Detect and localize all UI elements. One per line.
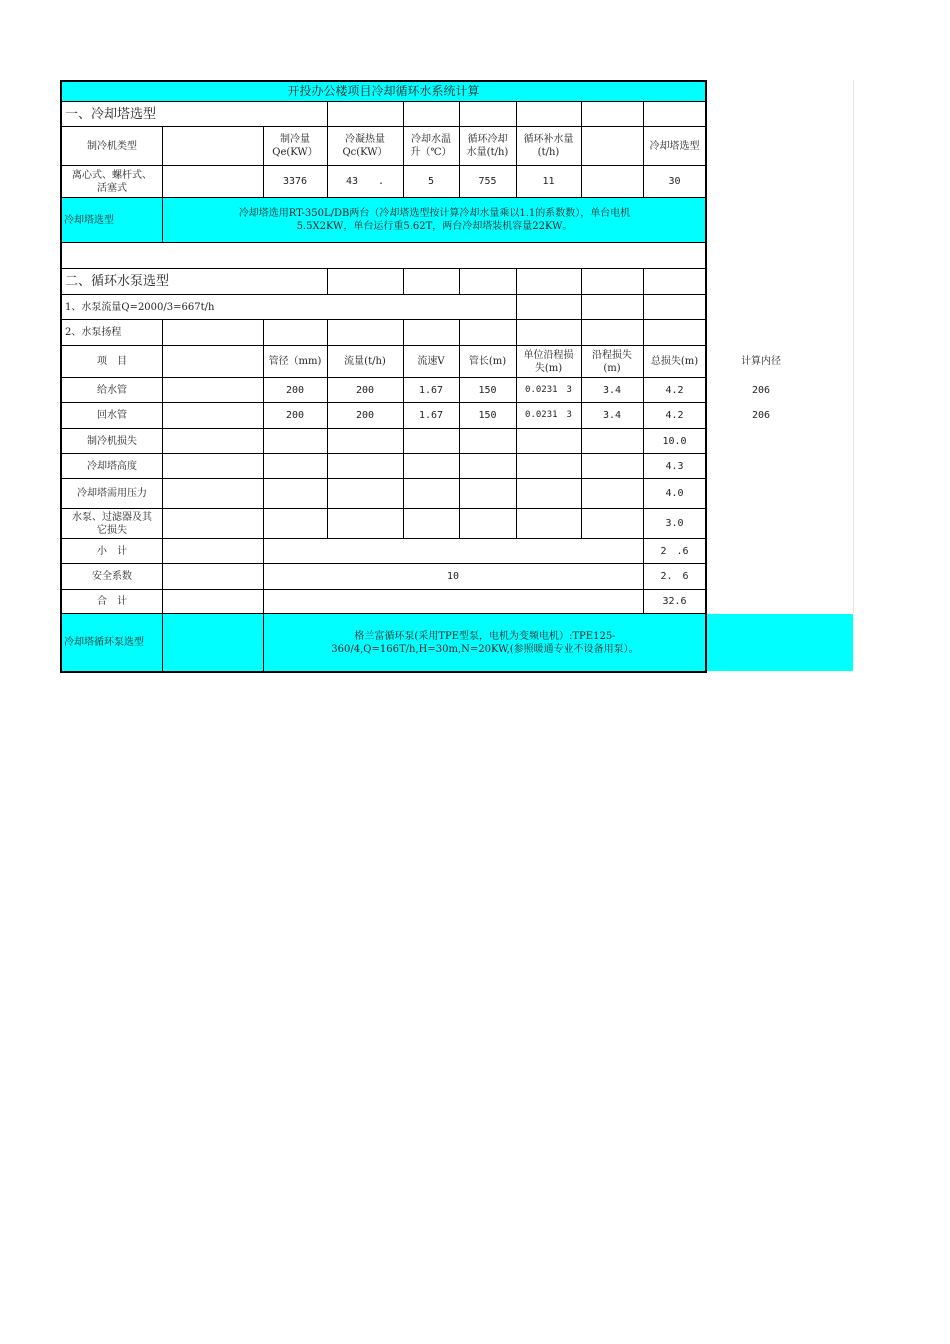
vline [459,268,460,295]
row-supply-item: 给水管 [97,384,127,396]
header-flow: 流量(t/h) [344,356,386,367]
vline [459,101,460,198]
header-condensing-heat: 冷凝热量 Qc(KW） [342,134,388,158]
header-velocity: 流速V [417,356,445,367]
row-tower-height-total: 4.3 [665,460,684,472]
header-cooling-capacity: 制冷量 Qe(KW） [272,134,318,158]
row-supply-unit-loss: 0.0231 3 [525,384,572,395]
row-return-unit-loss: 0.0231 3 [525,410,572,420]
header-item: 项 目 [97,356,127,367]
vline [643,101,644,198]
header-diameter: 管径（mm) [268,356,322,367]
hline [61,268,706,269]
hline [61,538,706,539]
hline [61,377,706,378]
row-subtotal-item: 小 计 [97,545,127,557]
hline [61,563,706,564]
row-subtotal-total: 2 .6 [660,545,689,557]
header-friction-loss: 沿程损失 (m) [592,349,632,374]
row-return-item: 回水管 [97,410,127,421]
row-supply-total-loss: 4.2 [665,384,684,396]
row-safety-total: 2. 6 [660,571,689,582]
hline [61,508,706,509]
row-total-total: 32.6 [662,596,687,607]
pump-selection-text: 格兰富循环泵(采用TPE型泵，电机为变频电机）:TPE125- 360/4,Q=166T/h,H=30m,N=20KW,(参照暖通专业不设备用泵）。 [264,614,706,671]
row-supply-calc-diameter: 206 [751,384,771,396]
vline [643,268,644,614]
row-return-calc-diameter: 206 [751,410,771,421]
vline [263,319,264,671]
vline [162,198,163,242]
row-return-velocity: 1.67 [418,410,444,421]
vline [162,126,163,198]
hline [61,197,706,198]
pump-selection-spacer [163,614,263,671]
tower-selection-label: 冷却塔选型 [61,198,162,242]
row-supply-flow: 200 [355,384,375,396]
cell-makeup-flow: 11 [542,176,555,187]
pump-flow-line: 1、水泵流量Q=2000/3=667t/h [65,302,215,313]
sheet-gridline [853,80,854,613]
row-tower-height-item: 冷却塔高度 [87,460,137,472]
pump-selection-label: 冷却塔循环泵选型 [61,614,162,671]
hline [61,402,706,403]
row-chiller-loss-item: 制冷机损失 [87,435,137,447]
vline [516,268,517,539]
pump-head-line: 2、水泵扬程 [65,327,122,338]
header-temp-rise: 冷却水温 升（℃） [410,134,452,158]
header-total-loss: 总损失(m) [650,356,699,367]
row-supply-velocity: 1.67 [418,384,444,396]
vline [581,268,582,539]
hline [61,453,706,454]
vline [327,319,328,539]
cell-chiller-type: 离心式、螺杆式、 活塞式 [72,169,152,194]
hline [61,101,706,102]
vline [162,319,163,671]
header-calc-inner-diameter: 计算内径 [741,356,781,367]
hline [61,319,706,320]
header-tower-model: 冷却塔选型 [649,140,700,152]
header-chiller-type: 制冷机类型 [87,140,137,152]
row-supply-friction-loss: 3.4 [602,384,622,396]
hline [61,126,706,127]
cell-cooling-capacity: 3376 [282,176,308,187]
row-return-flow: 200 [355,410,375,421]
header-makeup-flow: 循环补水量 (t/h) [523,134,574,158]
section2-heading: 二、循环水泵选型 [65,274,170,289]
cell-condensing-heat: 43 . [345,176,385,187]
hline [61,613,706,614]
hline [61,589,706,590]
hline [61,294,706,295]
header-unit-loss: 单位沿程损 失(m) [523,349,574,374]
row-safety-value: 10 [446,571,460,582]
header-length: 管长(m) [468,356,507,367]
hline [61,428,706,429]
cell-temp-rise: 5 [427,176,435,187]
row-return-total-loss: 4.2 [665,410,684,421]
vline [516,101,517,198]
hline [61,165,706,166]
vline [327,268,328,295]
section1-heading: 一、冷却塔选型 [65,106,157,122]
vline [581,101,582,198]
sheet-title: 开投办公楼项目冷却循环水系统计算 [61,81,706,101]
border-bottom [60,671,707,673]
vline [403,319,404,539]
row-tower-pressure-total: 4.0 [665,488,684,499]
hline [61,478,706,479]
vline [459,319,460,539]
row-pump-filter-item: 水泵、过滤器及其 它损失 [72,511,152,536]
header-circ-flow: 循环冷却 水量(t/h) [466,134,509,158]
cell-circ-flow: 755 [478,176,497,187]
row-return-friction-loss: 3.4 [602,410,622,421]
pump-selection-extension [707,614,853,671]
vline [263,126,264,198]
row-return-length: 150 [478,410,497,421]
row-pump-filter-total: 3.0 [665,518,684,529]
vline [403,101,404,198]
row-total-item: 合 计 [97,596,127,607]
row-chiller-loss-total: 10.0 [662,435,687,447]
row-safety-item: 安全系数 [92,571,132,582]
tower-selection-text: 冷却塔选用RT-350L/DB两台（冷却塔选型按计算冷却水量乘以1.1的系数数），单台电机 5.5X2KW，单台运行重5.62T，两台冷却塔装机容量22KW。 [163,198,706,242]
hline [61,242,706,243]
vline [327,101,328,198]
hline [61,345,706,346]
row-tower-pressure-item: 冷却塔需用压力 [77,488,147,499]
vline [403,268,404,295]
row-supply-length: 150 [478,384,497,396]
cell-tower-model: 30 [668,176,681,187]
row-supply-diameter: 200 [285,384,305,396]
row-return-diameter: 200 [285,410,305,421]
border-top [60,80,707,82]
